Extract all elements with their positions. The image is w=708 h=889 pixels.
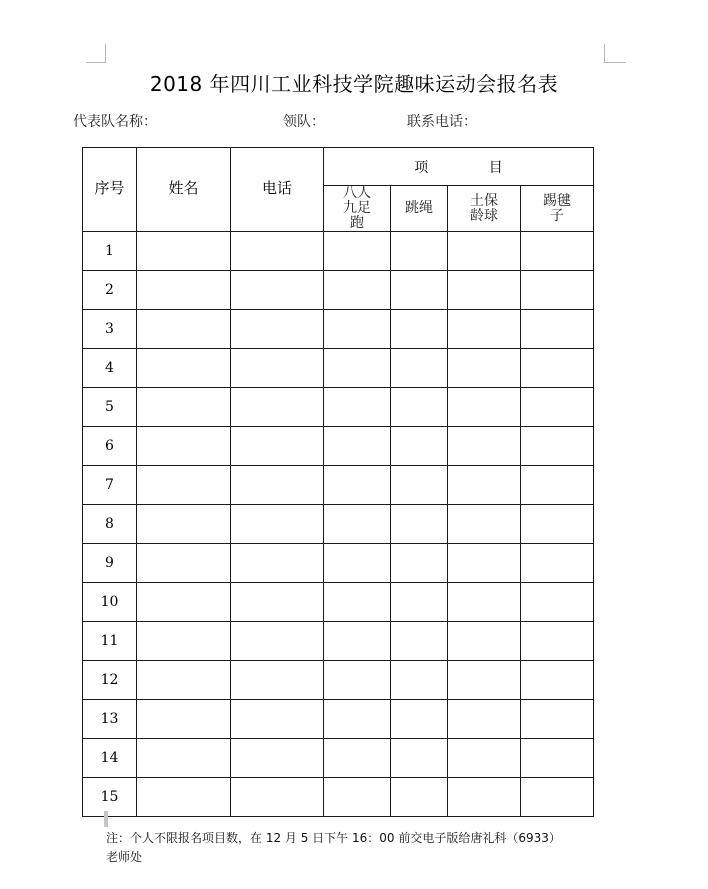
project-3-cell[interactable] bbox=[448, 544, 521, 583]
project-1-cell[interactable] bbox=[324, 388, 391, 427]
phone-cell[interactable] bbox=[231, 700, 324, 739]
name-cell[interactable] bbox=[137, 622, 231, 661]
project-2-cell[interactable] bbox=[391, 466, 448, 505]
name-cell[interactable] bbox=[137, 388, 231, 427]
project-2-cell[interactable] bbox=[391, 232, 448, 271]
name-cell[interactable] bbox=[137, 271, 231, 310]
name-cell[interactable] bbox=[137, 310, 231, 349]
project-4-cell[interactable] bbox=[521, 505, 594, 544]
phone-cell[interactable] bbox=[231, 427, 324, 466]
table-row bbox=[83, 427, 594, 466]
project-1-cell[interactable] bbox=[324, 349, 391, 388]
registration-table bbox=[82, 147, 594, 817]
project-3-cell[interactable] bbox=[448, 427, 521, 466]
phone-cell[interactable] bbox=[231, 388, 324, 427]
project-2-cell[interactable] bbox=[391, 544, 448, 583]
project-4-cell[interactable] bbox=[521, 544, 594, 583]
project-1-cell[interactable] bbox=[324, 700, 391, 739]
name-cell[interactable] bbox=[137, 661, 231, 700]
project-3-cell[interactable] bbox=[448, 388, 521, 427]
seq-cell: 6 bbox=[83, 427, 137, 466]
header-project-2 bbox=[391, 186, 448, 232]
phone-cell[interactable] bbox=[231, 232, 324, 271]
table-row bbox=[83, 466, 594, 505]
contact-phone-label: 联系电话： bbox=[407, 114, 477, 130]
project-4-cell[interactable] bbox=[521, 700, 594, 739]
name-cell[interactable] bbox=[137, 544, 231, 583]
project-2-cell[interactable] bbox=[391, 622, 448, 661]
project-1-cell[interactable] bbox=[324, 427, 391, 466]
phone-cell[interactable] bbox=[231, 661, 324, 700]
name-cell[interactable] bbox=[137, 505, 231, 544]
seq-cell: 10 bbox=[83, 583, 137, 622]
seq-cell: 11 bbox=[83, 622, 137, 661]
footnote bbox=[106, 829, 616, 867]
table-row bbox=[83, 388, 594, 427]
project-4-line1: 踢毽 bbox=[543, 192, 571, 209]
project-3-cell[interactable] bbox=[448, 232, 521, 271]
project-1-cell[interactable] bbox=[324, 232, 391, 271]
header-seq: 序号 bbox=[83, 148, 137, 232]
table-row bbox=[83, 739, 594, 778]
name-cell[interactable] bbox=[137, 583, 231, 622]
project-4-cell[interactable] bbox=[521, 583, 594, 622]
project-3-cell[interactable] bbox=[448, 622, 521, 661]
project-2-cell[interactable] bbox=[391, 700, 448, 739]
project-2-cell[interactable] bbox=[391, 427, 448, 466]
table-row bbox=[83, 349, 594, 388]
name-cell[interactable] bbox=[137, 466, 231, 505]
name-cell[interactable] bbox=[137, 700, 231, 739]
table-row bbox=[83, 661, 594, 700]
project-1-line1: 八人 bbox=[343, 185, 371, 201]
seq-cell: 15 bbox=[83, 778, 137, 817]
crop-mark-top-right-vertical bbox=[604, 44, 605, 62]
project-1-cell[interactable] bbox=[324, 310, 391, 349]
name-cell[interactable] bbox=[137, 778, 231, 817]
phone-cell[interactable] bbox=[231, 271, 324, 310]
project-3-line1: 土保 bbox=[470, 192, 498, 209]
project-2-cell[interactable] bbox=[391, 349, 448, 388]
table-row bbox=[83, 622, 594, 661]
crop-mark-top-left-horizontal bbox=[86, 62, 106, 63]
project-4-cell[interactable] bbox=[521, 622, 594, 661]
project-1-cell[interactable] bbox=[324, 778, 391, 817]
project-4-cell[interactable] bbox=[521, 427, 594, 466]
project-4-line2: 子 bbox=[550, 207, 564, 224]
project-1-line2: 九足跑 bbox=[343, 200, 371, 231]
seq-cell: 4 bbox=[83, 349, 137, 388]
project-1-cell[interactable] bbox=[324, 544, 391, 583]
project-3-cell[interactable] bbox=[448, 739, 521, 778]
project-3-cell[interactable] bbox=[448, 505, 521, 544]
table-row bbox=[83, 310, 594, 349]
header-name: 姓名 bbox=[137, 148, 231, 232]
seq-cell: 5 bbox=[83, 388, 137, 427]
project-1-cell[interactable] bbox=[324, 583, 391, 622]
table-row bbox=[83, 778, 594, 817]
project-4-cell[interactable] bbox=[521, 739, 594, 778]
header-project-4 bbox=[521, 186, 594, 232]
phone-cell[interactable] bbox=[231, 310, 324, 349]
seq-cell: 9 bbox=[83, 544, 137, 583]
project-2-cell[interactable] bbox=[391, 310, 448, 349]
project-3-cell[interactable] bbox=[448, 583, 521, 622]
phone-cell[interactable] bbox=[231, 544, 324, 583]
project-2-cell[interactable] bbox=[391, 583, 448, 622]
project-3-cell[interactable] bbox=[448, 700, 521, 739]
phone-cell[interactable] bbox=[231, 466, 324, 505]
header-project-1 bbox=[324, 186, 391, 232]
project-1-cell[interactable] bbox=[324, 505, 391, 544]
table-row bbox=[83, 505, 594, 544]
name-cell[interactable] bbox=[137, 349, 231, 388]
team-name-label: 代表队名称： bbox=[73, 114, 157, 130]
seq-cell: 14 bbox=[83, 739, 137, 778]
project-2-cell[interactable] bbox=[391, 739, 448, 778]
leader-label: 领队： bbox=[283, 114, 325, 130]
project-1-cell[interactable] bbox=[324, 661, 391, 700]
phone-cell[interactable] bbox=[231, 739, 324, 778]
crop-mark-top-right-horizontal bbox=[604, 62, 626, 63]
project-2-line1: 跳绳 bbox=[405, 200, 433, 216]
header-phone: 电话 bbox=[231, 148, 324, 232]
project-4-cell[interactable] bbox=[521, 310, 594, 349]
page-title: 2018 年四川工业科技学院趣味运动会报名表 bbox=[149, 72, 559, 96]
name-cell[interactable] bbox=[137, 427, 231, 466]
project-1-cell[interactable] bbox=[324, 622, 391, 661]
project-4-cell[interactable] bbox=[521, 232, 594, 271]
phone-cell[interactable] bbox=[231, 505, 324, 544]
project-4-cell[interactable] bbox=[521, 661, 594, 700]
project-3-cell[interactable] bbox=[448, 310, 521, 349]
phone-cell[interactable] bbox=[231, 583, 324, 622]
seq-cell: 2 bbox=[83, 271, 137, 310]
footnote-line1: 注：个人不限报名项目数，在 12 月 5 日下午 16：00 前交电子版给唐礼科（6933） bbox=[106, 831, 561, 845]
project-3-line2: 龄球 bbox=[470, 207, 498, 224]
project-4-cell[interactable] bbox=[521, 778, 594, 817]
project-3-cell[interactable] bbox=[448, 466, 521, 505]
phone-cell[interactable] bbox=[231, 622, 324, 661]
project-4-cell[interactable] bbox=[521, 271, 594, 310]
seq-cell: 1 bbox=[83, 232, 137, 271]
project-1-cell[interactable] bbox=[324, 271, 391, 310]
project-2-cell[interactable] bbox=[391, 778, 448, 817]
seq-cell: 12 bbox=[83, 661, 137, 700]
project-2-cell[interactable] bbox=[391, 661, 448, 700]
project-1-cell[interactable] bbox=[324, 739, 391, 778]
seq-cell: 3 bbox=[83, 310, 137, 349]
seq-cell: 8 bbox=[83, 505, 137, 544]
header-project-3 bbox=[448, 186, 521, 232]
seq-cell: 7 bbox=[83, 466, 137, 505]
table-row bbox=[83, 232, 594, 271]
project-2-cell[interactable] bbox=[391, 271, 448, 310]
project-3-cell[interactable] bbox=[448, 271, 521, 310]
project-3-cell[interactable] bbox=[448, 349, 521, 388]
table-row bbox=[83, 544, 594, 583]
seq-cell: 13 bbox=[83, 700, 137, 739]
phone-cell[interactable] bbox=[231, 349, 324, 388]
project-2-cell[interactable] bbox=[391, 505, 448, 544]
footnote-line2: 老师处 bbox=[106, 850, 143, 864]
project-4-cell[interactable] bbox=[521, 388, 594, 427]
name-cell[interactable] bbox=[137, 232, 231, 271]
project-3-cell[interactable] bbox=[448, 661, 521, 700]
phone-cell[interactable] bbox=[231, 778, 324, 817]
project-4-cell[interactable] bbox=[521, 466, 594, 505]
paragraph-marker bbox=[104, 811, 108, 827]
table-row bbox=[83, 700, 594, 739]
project-4-cell[interactable] bbox=[521, 349, 594, 388]
header-project: 项 目 bbox=[324, 148, 594, 186]
name-cell[interactable] bbox=[137, 739, 231, 778]
project-3-cell[interactable] bbox=[448, 778, 521, 817]
crop-mark-top-left-vertical bbox=[105, 44, 106, 62]
table-row bbox=[83, 271, 594, 310]
table-row bbox=[83, 583, 594, 622]
project-1-cell[interactable] bbox=[324, 466, 391, 505]
project-2-cell[interactable] bbox=[391, 388, 448, 427]
